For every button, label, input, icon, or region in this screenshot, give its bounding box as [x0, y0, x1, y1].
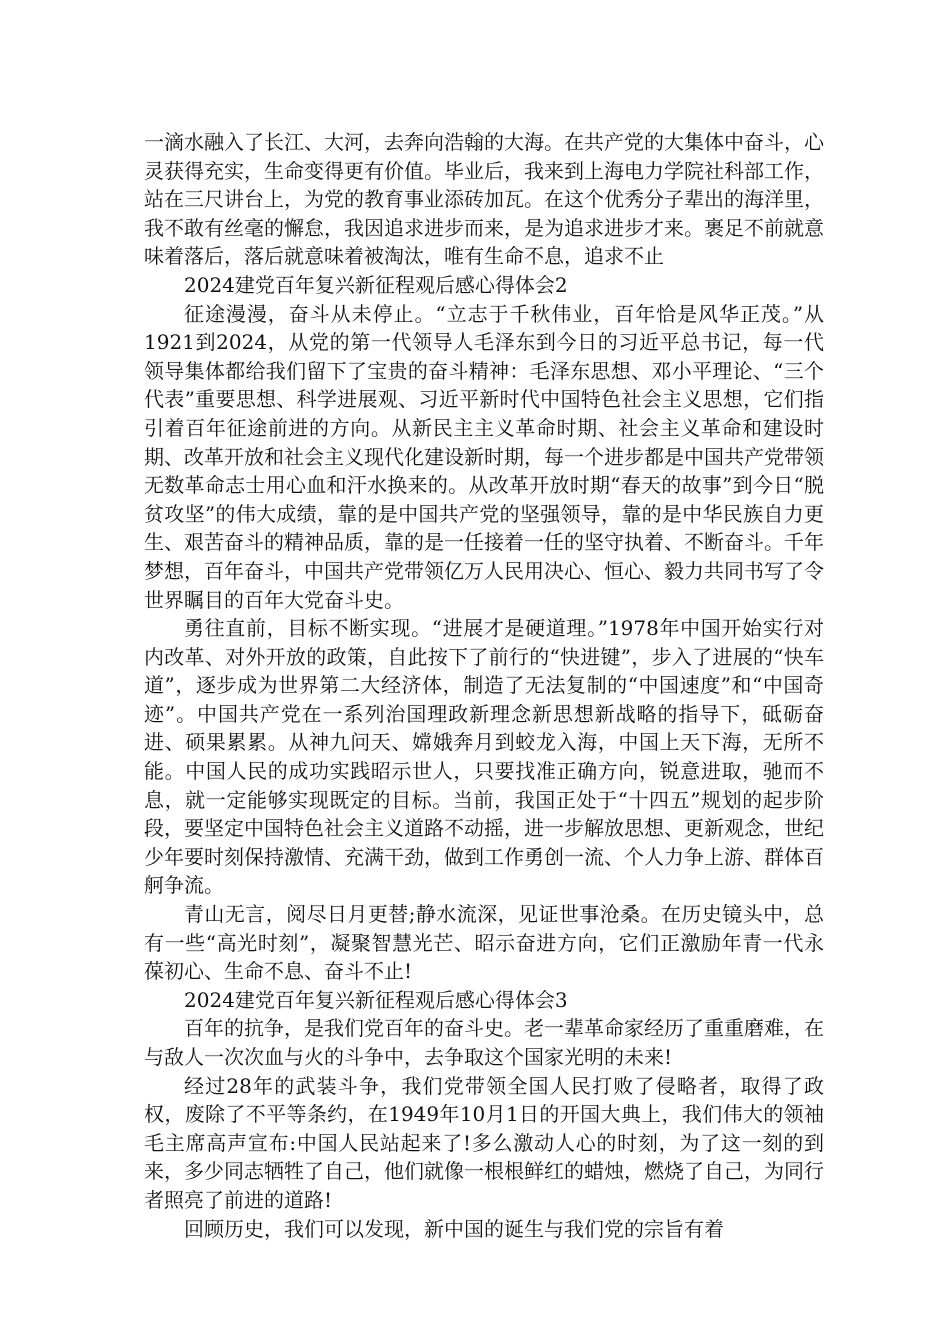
paragraph: 征途漫漫，奋斗从未停止。“立志于千秋伟业，百年恰是风华正茂。”从1921到2024，从党的第一代领导人毛泽东到今日的习近平总书记，每一代领导集体都给我们留下了宝贵的奋斗精神：毛泽东思想、邓小平理论、“三个代表”重要思想、科学进展观、习近平新时代中国特色社会主义思想，它们指引着百年征途前进的方向。从新民主主义革命时期、社会主义革命和建设时期、改革开放和社会主义现代化建设新时期，每一个进步都是中国共产党带领无数革命志士用心血和汗水换来的。从改革开放时期“春天的故事”到今日“脱贫攻坚”的伟大成绩，靠的是中国共产党的坚强领导，靠的是中华民族自力更生、艰苦奋斗的精神品质，靠的是一任接着一任的坚守执着、不断奋斗。千年梦想，百年奋斗，中国共产党带领亿万人民用决心、恒心、毅力共同书写了令世界瞩目的百年大党奋斗史。 — [144, 301, 824, 612]
paragraph: 百年的抗争，是我们党百年的奋斗史。老一辈革命家经历了重重磨难，在与敌人一次次血与火的斗争中，去争取这个国家光明的未来! — [144, 1016, 824, 1069]
paragraph: 经过28年的武装斗争，我们党带领全国人民打败了侵略者，取得了政权，废除了不平等条约，在1949年10月1日的开国大典上，我们伟大的领袖毛主席高声宣布:中国人民站起来了!多么激动人心的时刻，为了这一刻的到来，多少同志牺牲了自己，他们就像一根根鲜红的蜡烛，燃烧了自己，为同行者照亮了前进的道路! — [144, 1073, 824, 1212]
paragraph: 回顾历史，我们可以发现，新中国的诞生与我们党的宗旨有着 — [184, 1216, 724, 1241]
paragraph: 勇往直前，目标不断实现。“进展才是硬道理。”1978年中国开始实行对内改革、对外开放的政策，自此按下了前行的“快进键”，步入了进展的“快车道”，逐步成为世界第二大经济体，制造了无法复制的“中国速度”和“中国奇迹”。中国共产党在一系列治国理政新理念新思想新战略的指导下，砥砺奋进、硕果累累。从神九问天、嫦娥奔月到蛟龙入海，中国上天下海，无所不能。中国人民的成功实践昭示世人，只要找准正确方向，锐意进取，驰而不息，就一定能够实现既定的目标。当前，我国正处于“十四五”规划的起步阶段，要坚定中国特色社会主义道路不动摇，进一步解放思想、更新观念，世纪少年要时刻保持激情、充满干劲，做到工作勇创一流、个人力争上游、群体百舸争流。 — [144, 616, 824, 898]
body-text — [144, 128, 824, 1243]
paragraph: 青山无言，阅尽日月更替;静水流深，见证世事沧桑。在历史镜头中，总有一些“高光时刻”，凝聚智慧光芒、昭示奋进方向，它们正激励年青一代永葆初心、生命不息、奋斗不止! — [144, 902, 824, 984]
section-heading: 2024建党百年复兴新征程观后感心得体会3 — [184, 987, 568, 1012]
paragraph: 一滴水融入了长江、大河，去奔向浩翰的大海。在共产党的大集体中奋斗，心灵获得充实，生命变得更有价值。毕业后，我来到上海电力学院社科部工作，站在三尺讲台上，为党的教育事业添砖加瓦。在这个优秀分子辈出的海洋里，我不敢有丝毫的懈怠，我因追求进步而来，是为追求进步才来。裹足不前就意味着落后，落后就意味着被淘汰，唯有生命不息，追求不止 — [144, 130, 824, 269]
section-heading: 2024建党百年复兴新征程观后感心得体会2 — [184, 272, 568, 297]
